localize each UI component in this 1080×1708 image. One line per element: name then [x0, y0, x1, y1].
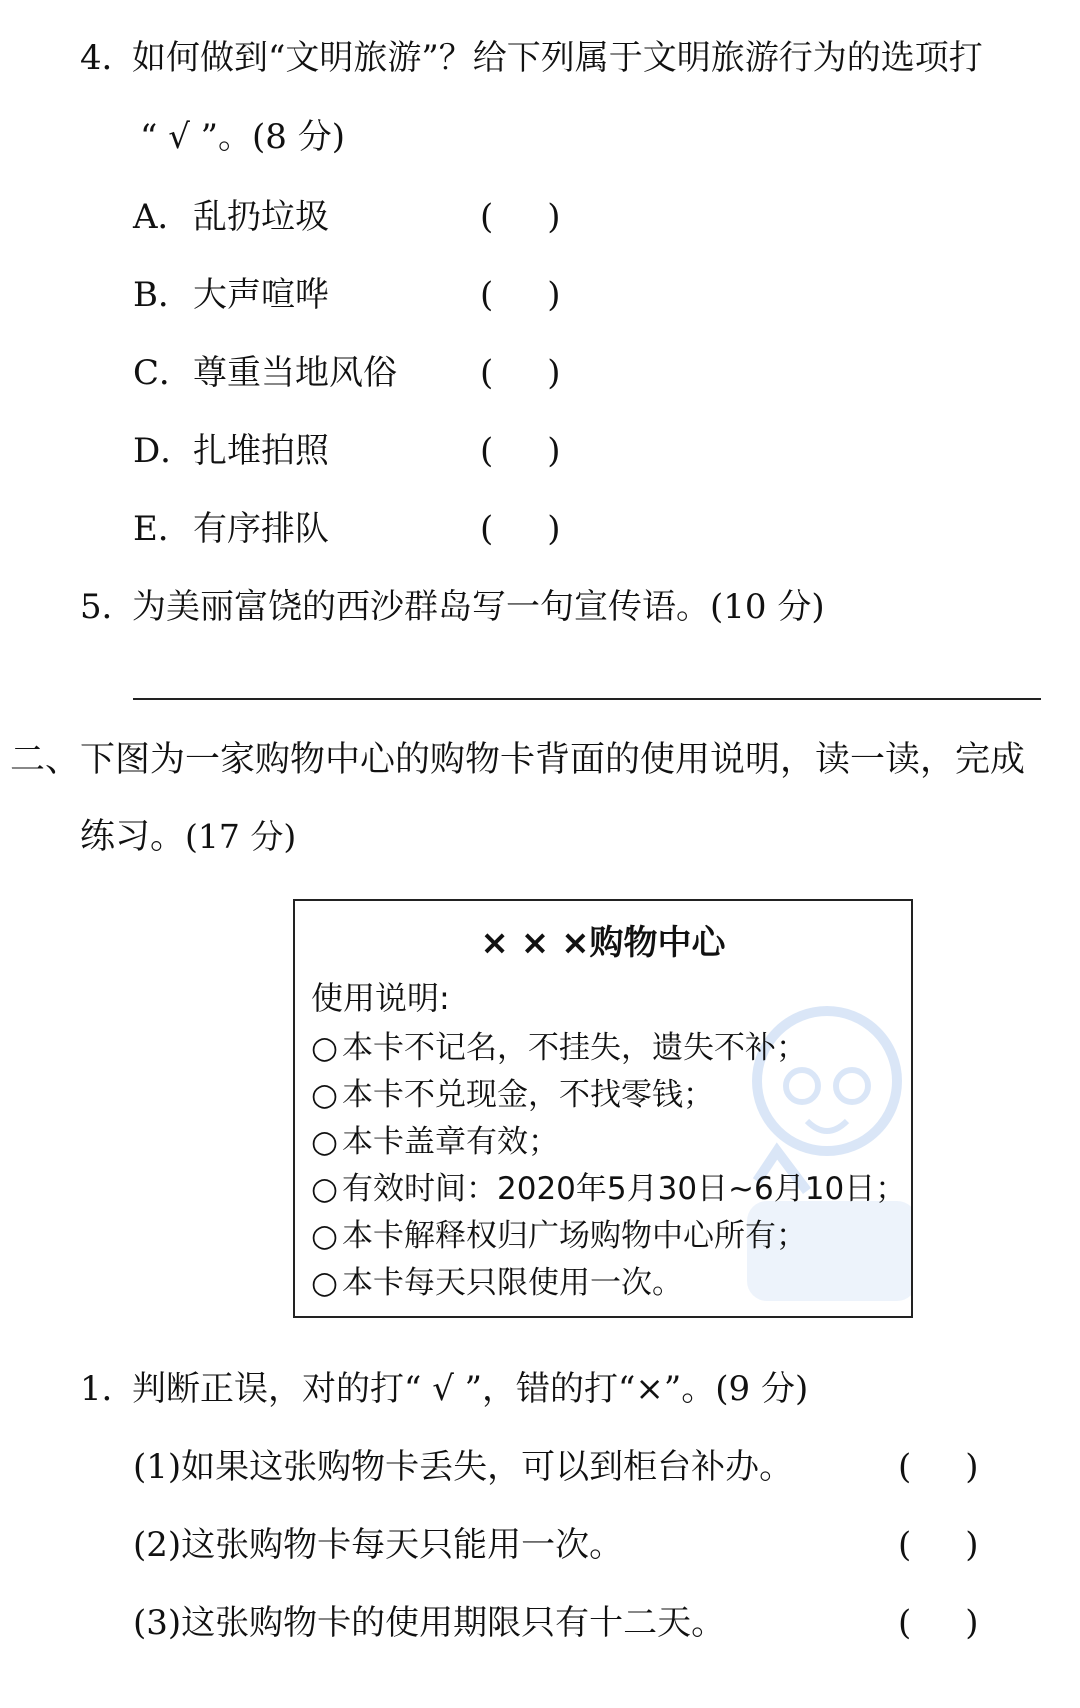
q1-number: 1．	[80, 1369, 136, 1409]
q4-line2: “ √ ”。(8 分)	[140, 117, 346, 157]
q4-option-a	[133, 195, 329, 239]
q5-line	[80, 585, 825, 629]
list-item	[311, 1072, 906, 1119]
rule-text: 本卡解释权归广场购物中心所有；	[342, 1218, 807, 1254]
q4-option-c-answer[interactable]: ( )	[480, 353, 561, 393]
list-item	[311, 1166, 906, 1213]
option-label: A．	[133, 197, 192, 237]
circle-bullet-icon: ○	[311, 1077, 339, 1113]
rule-text: 本卡不记名，不挂失，遗失不补；	[342, 1030, 807, 1066]
q1-item-2: (2)这张购物卡每天只能用一次。	[133, 1525, 624, 1565]
circle-bullet-icon: ○	[311, 1171, 339, 1207]
circle-bullet-icon: ○	[311, 1030, 339, 1066]
list-item	[311, 1213, 906, 1260]
card-title: × × ×购物中心	[480, 923, 726, 963]
option-label: E．	[133, 509, 192, 549]
rule-text: 本卡盖章有效；	[342, 1124, 559, 1160]
q1-item-2-answer[interactable]: ( )	[898, 1525, 979, 1565]
section2-title-line1: 二、下图为一家购物中心的购物卡背面的使用说明，读一读，完成	[10, 740, 1026, 780]
option-text: 大声喧哗	[193, 275, 329, 315]
q4-text-line1: 如何做到“文明旅游”？给下列属于文明旅游行为的选项打	[132, 38, 983, 78]
option-text: 乱扔垃圾	[193, 197, 329, 237]
shopping-card	[293, 899, 913, 1318]
section2-title-head: 练习。	[80, 817, 186, 857]
q4-option-a-answer[interactable]: ( )	[480, 197, 561, 237]
q4-option-d	[133, 429, 329, 473]
q4-number: 4．	[80, 38, 136, 78]
option-label: B．	[133, 275, 192, 315]
q1-text: 判断正误，对的打“ √ ”，错的打“×”。(9 分)	[132, 1369, 809, 1409]
q1-item-3: (3)这张购物卡的使用期限只有十二天。	[133, 1603, 726, 1643]
q4-option-e-answer[interactable]: ( )	[480, 509, 561, 549]
circle-bullet-icon: ○	[311, 1218, 339, 1254]
q5-number: 5．	[80, 587, 136, 627]
q1-item-1-answer[interactable]: ( )	[898, 1447, 979, 1487]
q1-item-1: (1)如果这张购物卡丢失，可以到柜台补办。	[133, 1447, 794, 1487]
card-rules-list	[311, 1025, 906, 1307]
q4-option-b-answer[interactable]: ( )	[480, 275, 561, 315]
rule-text: 有效时间：2020年5月30日~6月10日；	[342, 1171, 907, 1207]
q5-text: 为美丽富饶的西沙群岛写一句宣传语。(10 分)	[132, 587, 825, 627]
rule-text: 本卡不兑现金，不找零钱；	[342, 1077, 714, 1113]
section2-title-line2	[80, 815, 296, 859]
section2-points: (17 分)	[185, 817, 297, 856]
q4-option-e	[133, 507, 329, 551]
option-text: 有序排队	[193, 509, 329, 549]
option-text: 尊重当地风俗	[193, 353, 397, 393]
circle-bullet-icon: ○	[311, 1124, 339, 1160]
q4-option-d-answer[interactable]: ( )	[480, 431, 561, 471]
list-item	[311, 1119, 906, 1166]
circle-bullet-icon: ○	[311, 1265, 339, 1301]
option-label: D．	[133, 431, 195, 471]
rule-text: 本卡每天只限使用一次。	[342, 1265, 683, 1301]
list-item	[311, 1260, 906, 1307]
option-label: C．	[133, 353, 194, 393]
q4-line1	[80, 36, 983, 80]
q4-option-b	[133, 273, 329, 317]
q4-option-c	[133, 351, 397, 395]
option-text: 扎堆拍照	[193, 431, 329, 471]
q1-item-3-answer[interactable]: ( )	[898, 1603, 979, 1643]
list-item	[311, 1025, 906, 1072]
q1-line	[80, 1367, 808, 1411]
q5-answer-line[interactable]	[133, 698, 1041, 700]
card-subtitle: 使用说明:	[311, 979, 450, 1017]
